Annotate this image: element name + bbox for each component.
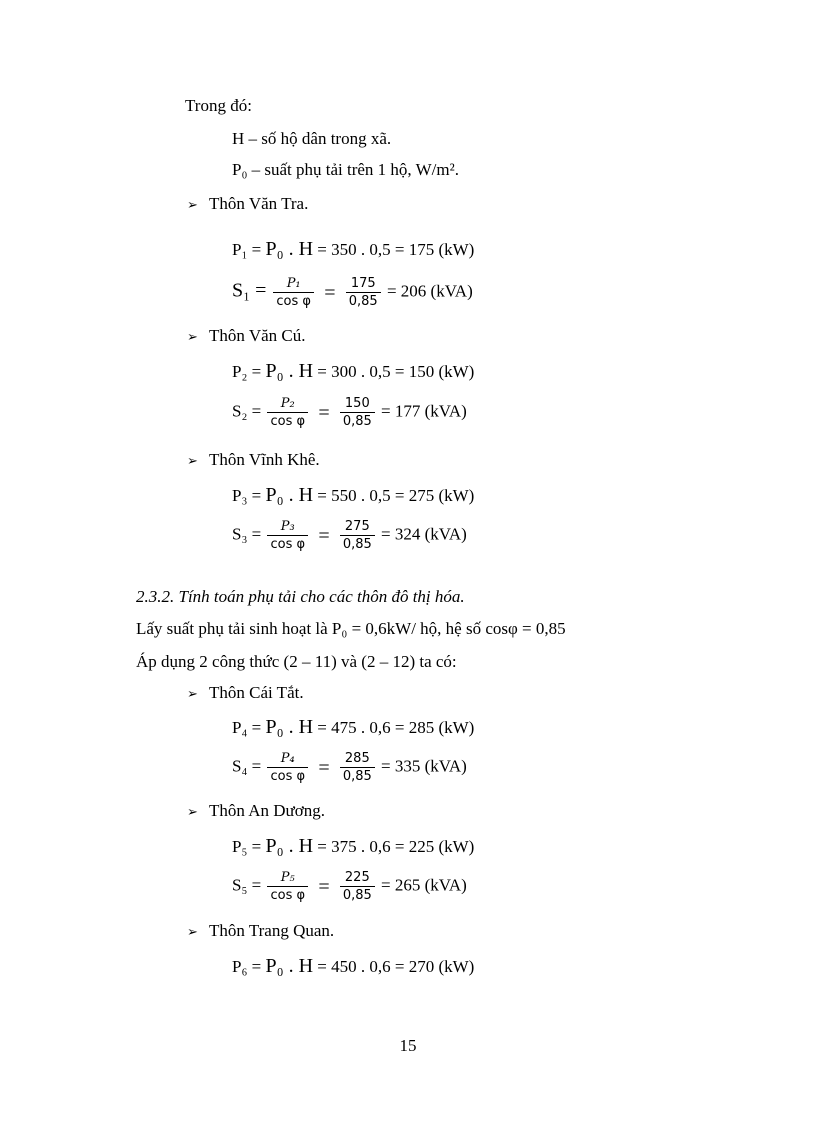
village-3-heading <box>187 450 320 472</box>
s1-equation: S₁ = $\frac{\text{P₁}}{\text{cos φ}}$ = $\frac{175}{0,85}$ = 206 (kVA) <box>232 276 473 309</box>
village-name: Thôn Văn Cú. <box>209 326 306 345</box>
fraction: $\frac{\text{P₃}}{\text{cos φ}}$ <box>267 519 308 552</box>
village-name: Thôn Trang Quan. <box>209 921 335 940</box>
p2-equation: P₂ = P₀ . H = 300 . 0,5 = 150 (kW) <box>232 360 475 382</box>
p5-equation: P₅ = P₀ . H = 375 . 0,6 = 225 (kW) <box>232 835 475 857</box>
p3-equation: P₃ = P₀ . H = 550 . 0,5 = 275 (kW) <box>232 484 475 506</box>
village-6-heading <box>187 921 334 943</box>
village-name: Thôn Văn Tra. <box>209 194 309 213</box>
fraction: $\frac{\text{P₄}}{\text{cos φ}}$ <box>267 751 308 784</box>
bullet-arrow-icon: ➢ <box>187 925 198 940</box>
village-2-heading <box>187 326 306 348</box>
bullet-arrow-icon: ➢ <box>187 330 198 345</box>
section-paragraph-1: Lấy suất phụ tải sinh hoạt là P₀ = 0,6kW/ hộ, hệ số cosφ = 0,85 <box>136 619 566 638</box>
village-name: Thôn An Dương. <box>209 801 325 820</box>
fraction: $\frac{\text{P₂}}{\text{cos φ}}$ <box>267 396 308 429</box>
p1-equation <box>232 238 474 261</box>
fraction: $\frac{285}{0,85}$ <box>340 751 375 784</box>
s5-equation: S₅ = $\frac{\text{P₅}}{\text{cos φ}}$ = $\frac{225}{0,85}$ = 265 (kVA) <box>232 870 467 903</box>
section-paragraph-2: Áp dụng 2 công thức (2 – 11) và (2 – 12) ta có: <box>136 652 457 671</box>
s3-equation: S₃ = $\frac{\text{P₃}}{\text{cos φ}}$ = $\frac{275}{0,85}$ = 324 (kVA) <box>232 519 467 552</box>
fraction: $\frac{150}{0,85}$ <box>340 396 375 429</box>
bullet-arrow-icon: ➢ <box>187 454 198 469</box>
fraction: $\frac{\text{P₅}}{\text{cos φ}}$ <box>267 870 308 903</box>
fraction: $\frac{225}{0,85}$ <box>340 870 375 903</box>
village-1-heading <box>187 194 308 216</box>
village-name: Thôn Cái Tắt. <box>209 683 304 702</box>
village-4-heading <box>187 683 304 705</box>
fraction: $\frac{275}{0,85}$ <box>340 519 375 552</box>
intro-label: Trong đó: <box>185 96 252 115</box>
fraction: $\frac{\text{P₁}}{\text{cos φ}}$ <box>273 276 314 309</box>
p6-equation: P₆ = P₀ . H = 450 . 0,6 = 270 (kW) <box>232 955 475 977</box>
section-heading: 2.3.2. Tính toán phụ tải cho các thôn đô thị hóa. <box>136 587 465 606</box>
p0-definition: P₀ – suất phụ tải trên 1 hộ, W/m². <box>232 160 459 179</box>
village-name: Thôn Vĩnh Khê. <box>209 450 320 469</box>
h-definition: H – số hộ dân trong xã. <box>232 129 392 148</box>
s4-equation: S₄ = $\frac{\text{P₄}}{\text{cos φ}}$ = $\frac{285}{0,85}$ = 335 (kVA) <box>232 751 467 784</box>
eq-lhs: P₁ = <box>232 240 266 259</box>
village-5-heading <box>187 801 325 823</box>
page-number: 15 <box>399 1036 417 1055</box>
p4-equation: P₄ = P₀ . H = 475 . 0,6 = 285 (kW) <box>232 716 475 738</box>
fraction: $\frac{175}{0,85}$ <box>346 276 381 309</box>
s2-equation: S₂ = $\frac{\text{P₂}}{\text{cos φ}}$ = $\frac{150}{0,85}$ = 177 (kVA) <box>232 396 467 429</box>
eq-result: = 206 (kVA) <box>386 281 473 301</box>
eq-lhs: S₁ = <box>232 279 272 302</box>
bullet-arrow-icon: ➢ <box>187 198 198 213</box>
eq-formula: P₀ . H <box>265 238 314 260</box>
bullet-arrow-icon: ➢ <box>187 805 198 820</box>
eq-rhs: = 350 . 0,5 = 175 (kW) <box>313 240 475 259</box>
bullet-arrow-icon: ➢ <box>187 687 198 702</box>
